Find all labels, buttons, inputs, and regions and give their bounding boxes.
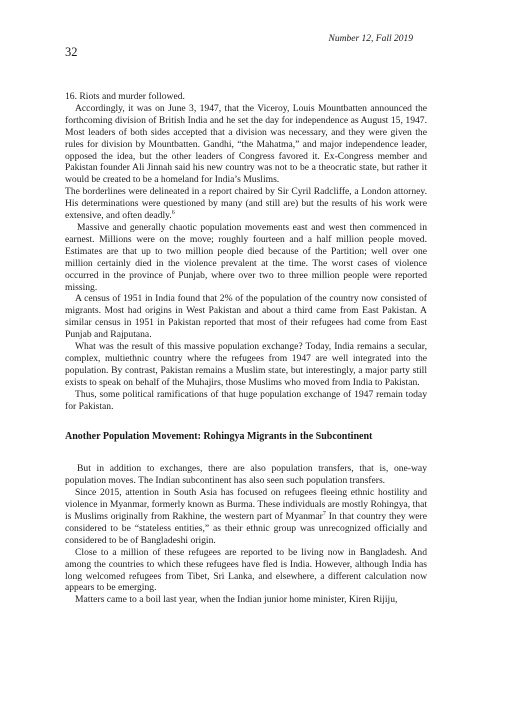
section-heading: Another Population Movement: Rohingya Migrants in the Subcontinent [65, 431, 373, 443]
paragraph-ramifications: Thus, some political ramifications of that huge population exchange of 1947 remain today for Pakistan. [65, 388, 427, 412]
paragraph-radcliffe-text: The borderlines were delineated in a report chaired by Sir Cyril Radcliffe, a London attorney. His determinations were questioned by many (and still are) but the results of his work were extensive, and often deadly. [65, 186, 427, 222]
paragraph-radcliffe [65, 186, 427, 222]
running-head: Number 12, Fall 2019 [328, 34, 413, 44]
paragraph-rohingya-text: Since 2015, attention in South Asia has focused on refugees fleeing ethnic hostility and violence in Myanmar, formerly known as Burma. These individuals are mostly Rohingya, that is Muslims originally from Rakhine, the western part of Myanmar [65, 487, 427, 522]
article-body [65, 91, 427, 606]
footnote-marker-7: 7 [322, 510, 326, 517]
paragraph-bangladesh: Close to a million of these refugees are reported to be living now in Bangladesh. And among the countries to which these refugees have fled is India. However, although India has long welcomed refugees from Tibet, Sri Lanka, and elsewhere, a different calculation now appears to be emerging. [65, 546, 427, 594]
paragraph-riots: 16. Riots and murder followed. [65, 91, 185, 102]
paragraph-result: What was the result of this massive population exchange? Today, India remains a secular, complex, multiethnic country where the refugees from 1947 are well integrated into the population. By contrast, Pakistan remains a Muslim state, but interestingly, a major party still exists to speak on behalf of the Muhajirs, those Muslims who moved from India to Pakistan. [65, 341, 427, 388]
paragraph-mountbatten: Accordingly, it was on June 3, 1947, that the Viceroy, Louis Mountbatten announced the forthcoming division of British India and he set the day for independence as August 15, 1947. Most leaders of both sides accepted that a division was necessary, and they were given the rules for division by Mountbatten. Gandhi, “the Mahatma,” and major independence leader, opposed the idea, but the other leaders of Congress favored it. Ex-Congress member and Pakistan founder Ali Jinnah said his new country was not to be a theocratic state, but rather it would be created to be a homeland for India’s Muslims. [65, 102, 427, 186]
paragraph-rohingya-tail: In that country they were considered to be “stateless entities,” as their ethnic group was unrecognized officially and considered to be of Bangladeshi origin. [65, 511, 427, 546]
paragraph-rohingya [65, 487, 427, 547]
paragraph-rijiju: Matters came to a boil last year, when the Indian junior home minister, Kiren Rijiju, [75, 594, 398, 606]
footnote-marker-6: 6 [171, 209, 175, 216]
page-number: 32 [65, 45, 78, 59]
paragraph-population-movements: Massive and generally chaotic population movements east and west then commenced in earnest. Millions were on the move; roughly fourteen and a half million people moved. Estimates are that up to two million people died because of the Partition; well over one million certainly died in the violence prevalent at the time. The worst cases of violence occurred in the province of Punjab, where over two to three million people were reported missing. [65, 221, 427, 293]
paragraph-census: A census of 1951 in India found that 2% of the population of the country now consisted of migrants. Most had origins in West Pakistan and about a third came from East Pakistan. A similar census in 1951 in Pakistan reported that most of their refugees had come from East Punjab and Rajputana. [65, 293, 427, 341]
paragraph-transfers: But in addition to exchanges, there are also population transfers, that is, one-way population moves. The Indian subcontinent has also seen such population transfers. [65, 463, 427, 487]
